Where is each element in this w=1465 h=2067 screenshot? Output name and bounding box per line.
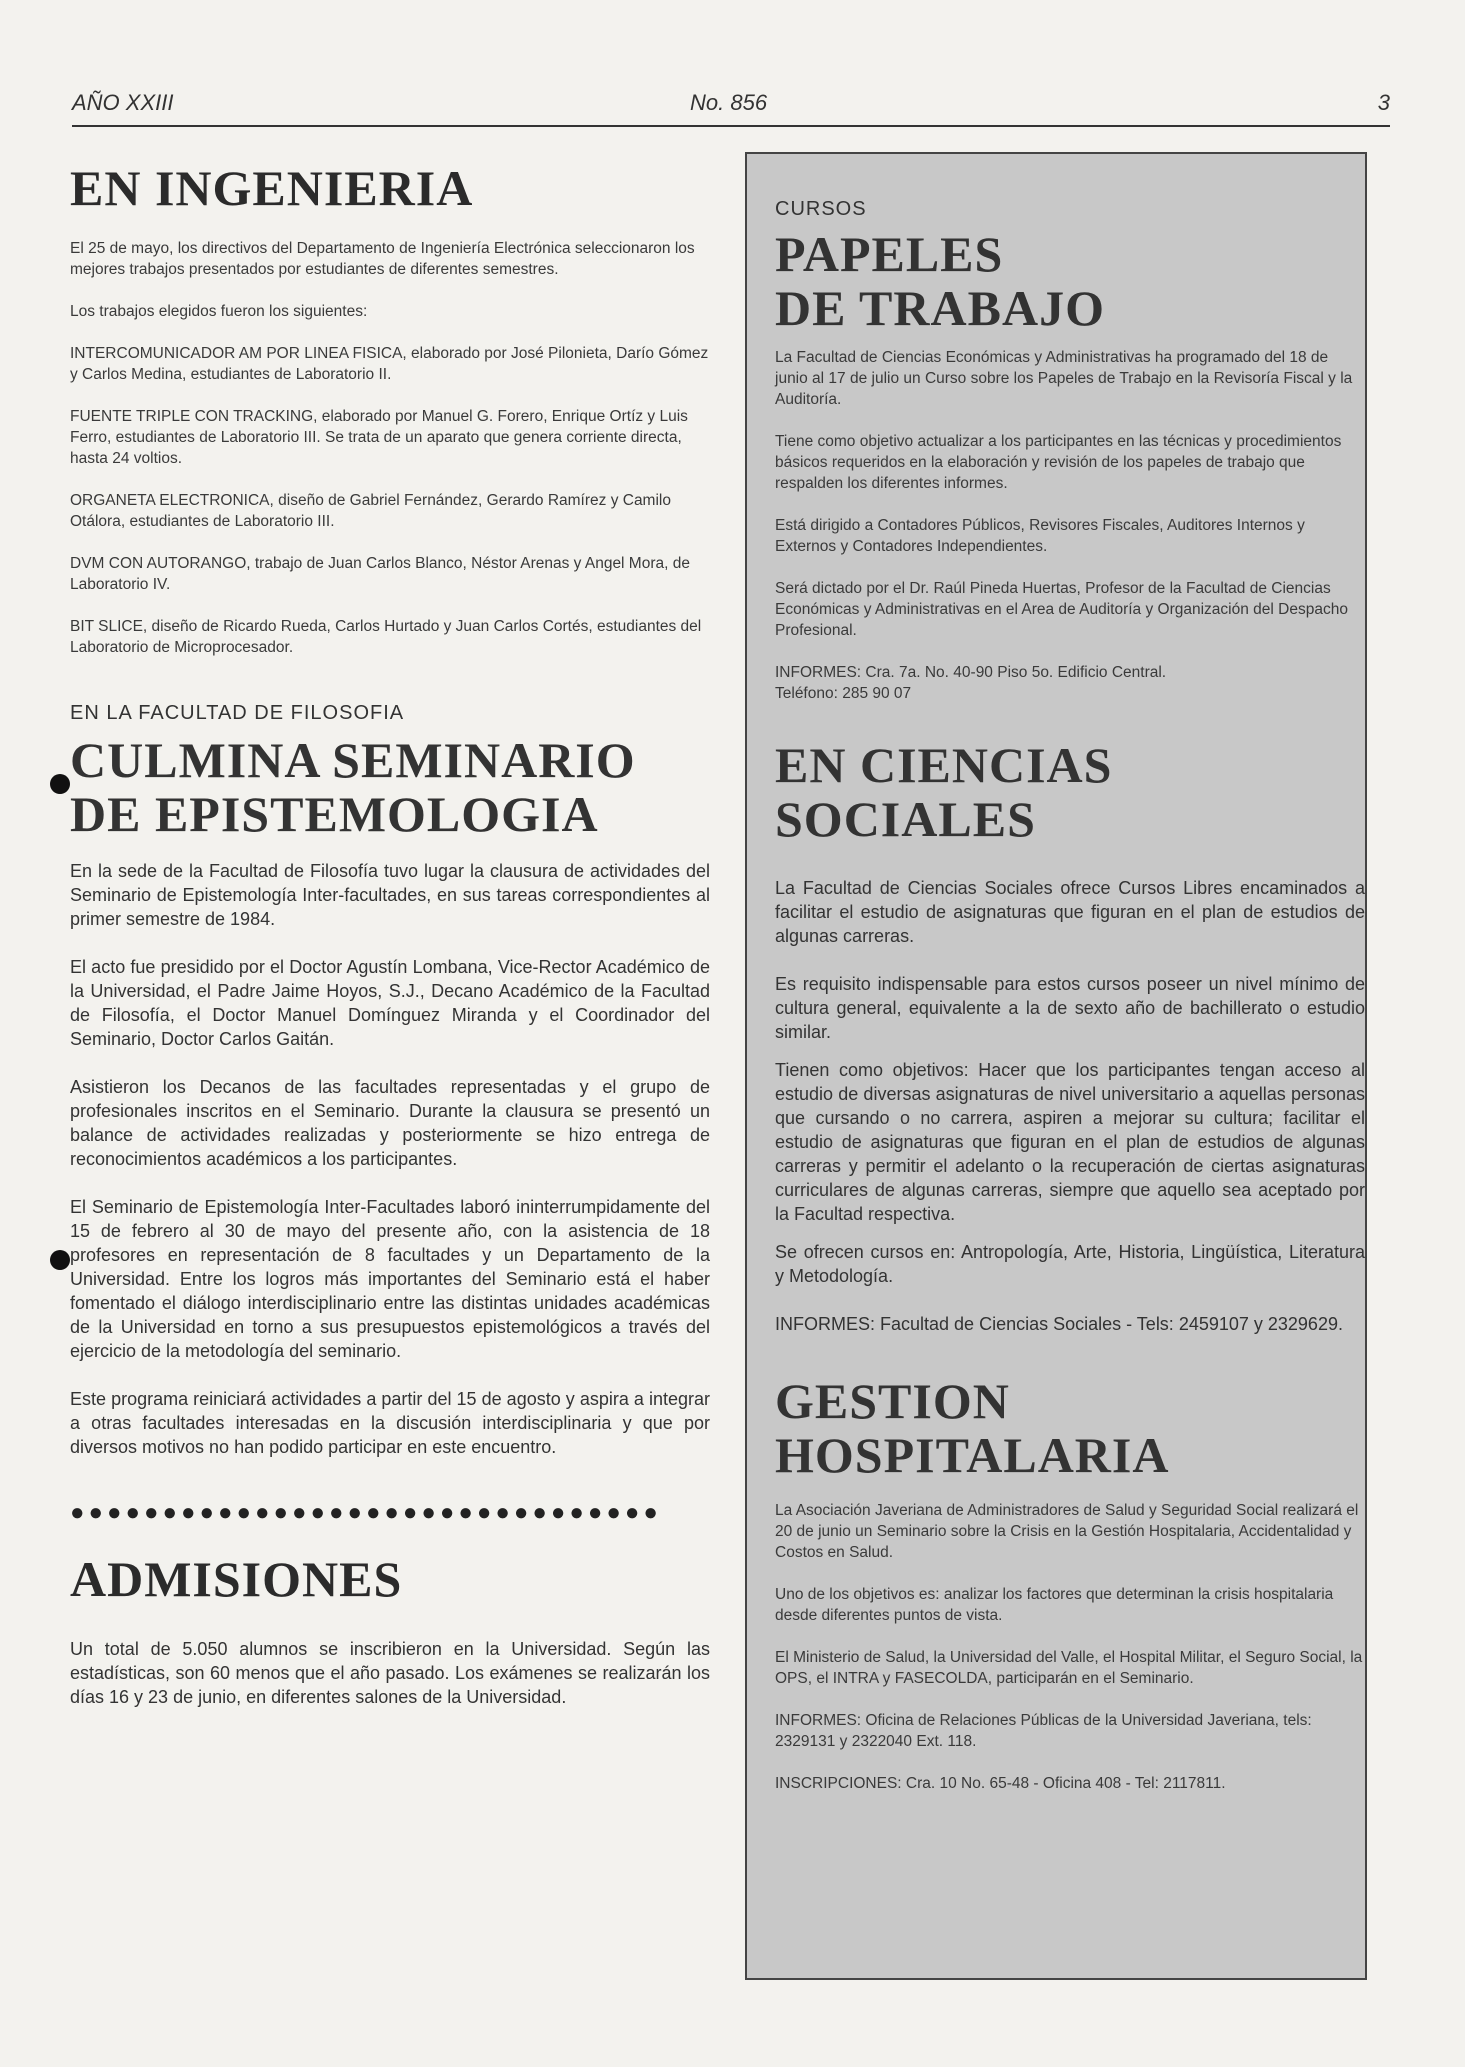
- ingenieria-article: [70, 160, 710, 658]
- punch-hole: [50, 774, 70, 794]
- sociales-paragraph: Es requisito indispensable para estos cursos poseer un nivel mínimo de cultura general, equivalente a la de sexto año de bachillerato o estudio similar.: [775, 974, 1365, 1042]
- filosofia-title-line2: DE EPISTEMOLOGIA: [70, 786, 599, 842]
- header-rule: [72, 125, 1390, 127]
- hospitalaria-inscripciones: INSCRIPCIONES: Cra. 10 No. 65-48 - Oficina 408 - Tel: 2117811.: [775, 1775, 1226, 1792]
- cursos-article: [775, 198, 1365, 704]
- sociales-informes: INFORMES: Facultad de Ciencias Sociales - Tels: 2459107 y 2329629.: [775, 1314, 1343, 1334]
- filosofia-paragraph: Asistieron los Decanos de las facultades representadas y el grupo de profesionales inscritos en el Seminario. Durante la clausura se presentó un balance de actividades realizadas y posteriormente se hizo entrega de reconocimientos académicos a los participantes.: [70, 1077, 710, 1169]
- filosofia-title-line1: CULMINA SEMINARIO: [70, 732, 636, 788]
- filosofia-paragraph: Este programa reiniciará actividades a partir del 15 de agosto y aspira a integrar a otras facultades interesadas en la discusión interdisciplinaria y que por diversos motivos no han podido participar en este encuentro.: [70, 1389, 710, 1457]
- filosofia-kicker: EN LA FACULTAD DE FILOSOFIA: [70, 702, 405, 724]
- page-header: [72, 86, 1390, 120]
- sociales-title-line2: SOCIALES: [775, 791, 1036, 847]
- hospitalaria-informes: INFORMES: Oficina de Relaciones Públicas de la Universidad Javeriana, tels: 2329131 y 2322040 Ext. 118.: [775, 1712, 1312, 1750]
- section-divider: ●●●●●●●●●●●●●●●●●●●●●●●●●●●●●●●●: [70, 1499, 662, 1526]
- hospitalaria-article: [775, 1374, 1365, 1794]
- admisiones-article: [70, 1551, 710, 1709]
- cursos-kicker: CURSOS: [775, 198, 867, 220]
- hospitalaria-title-line2: HOSPITALARIA: [775, 1427, 1170, 1483]
- ingenieria-item: INTERCOMUNICADOR AM POR LINEA FISICA, elaborado por José Pilonieta, Darío Gómez y Carlos Medina, estudiantes de Laboratorio II.: [70, 345, 709, 383]
- page-number: 3: [1377, 90, 1390, 115]
- cursos-informes: INFORMES: Cra. 7a. No. 40-90 Piso 5o. Edificio Central.: [775, 664, 1167, 681]
- admisiones-text: Un total de 5.050 alumnos se inscribieron en la Universidad. Según las estadísticas, son 60 menos que el año pasado. Los exámenes se realizarán los días 16 y 23 de junio, en diferentes salones de la Universidad.: [70, 1639, 710, 1707]
- ingenieria-item: FUENTE TRIPLE CON TRACKING, elaborado por Manuel G. Forero, Enrique Ortíz y Luis Ferro, estudiantes de Laboratorio III. Se trata de un aparato que genera corriente directa, hasta 24 voltios.: [70, 408, 688, 467]
- sociales-paragraph: La Facultad de Ciencias Sociales ofrece Cursos Libres encaminados a facilitar el estudio de asignaturas que figuran en el plan de estudios de algunas carreras.: [775, 878, 1365, 946]
- filosofia-article: [70, 702, 710, 1459]
- right-boxed-column: [745, 152, 1367, 1980]
- admisiones-title: ADMISIONES: [70, 1551, 403, 1607]
- cursos-paragraph: Tiene como objetivo actualizar a los participantes en las técnicas y procedimientos básicos requeridos en la elaboración y revisión de los papeles de trabajo que respalden los diferentes informes.: [775, 433, 1342, 492]
- issue-year: AÑO XXIII: [72, 90, 174, 115]
- cursos-paragraph: La Facultad de Ciencias Económicas y Administrativas ha programado del 18 de junio al 17 de julio un Curso sobre los Papeles de Trabajo en la Revisoría Fiscal y la Auditoría.: [775, 349, 1353, 408]
- punch-hole: [50, 1250, 70, 1270]
- cursos-title-line2: DE TRABAJO: [775, 280, 1105, 336]
- ingenieria-intro: El 25 de mayo, los directivos del Departamento de Ingeniería Electrónica seleccionaron los mejores trabajos presentados por estudiantes de diferentes semestres.: [70, 240, 695, 278]
- hospitalaria-title-line1: GESTION: [775, 1373, 1010, 1429]
- filosofia-paragraph: En la sede de la Facultad de Filosofía tuvo lugar la clausura de actividades del Seminario de Epistemología Inter-facultades, en sus tareas correspondientes al primer semestre de 1984.: [70, 861, 710, 929]
- filosofia-paragraph: El Seminario de Epistemología Inter-Facultades laboró ininterrumpidamente del 15 de febrero al 30 de mayo del presente año, con la asistencia de 18 profesores en representación de 8 facultades y un Departamento de la Universidad. Entre los logros más importantes del Seminario está el haber fomentado el diálogo interdisciplinario entre las distintas unidades académicas de la Universidad en torno a sus presupuestos epistemológicos a través del ejercicio de la metodología del seminario.: [70, 1197, 710, 1361]
- hospitalaria-paragraph: La Asociación Javeriana de Administradores de Salud y Seguridad Social realizará el 20 de junio un Seminario sobre la Crisis en la Gestión Hospitalaria, Accidentalidad y Costos en Salud.: [775, 1502, 1359, 1561]
- cursos-paragraph: Será dictado por el Dr. Raúl Pineda Huertas, Profesor de la Facultad de Ciencias Económicas y Administrativas en el Area de Auditoría y Organización del Despacho Profesional.: [775, 580, 1348, 639]
- left-column: [70, 160, 710, 1709]
- sociales-title-line1: EN CIENCIAS: [775, 737, 1113, 793]
- hospitalaria-paragraph: Uno de los objetivos es: analizar los factores que determinan la crisis hospitalaria desde diferentes puntos de vista.: [775, 1586, 1334, 1624]
- cursos-telefono: Teléfono: 285 90 07: [775, 685, 912, 702]
- sociales-paragraph: Tienen como objetivos: Hacer que los participantes tengan acceso al estudio de diversas asignaturas de nivel universitario a aquellas personas que cursando o no carrera, aspiren a mejorar su cultura; facilitar el estudio de asignaturas que figuran en el plan de estudios de algunas carreras y permitir el adelanto o la recuperación de ciertas asignaturas curriculares de algunas carreras, siempre que aquello sea aceptado por la Facultad respectiva.: [775, 1060, 1365, 1224]
- cursos-title-line1: PAPELES: [775, 226, 1004, 282]
- cursos-paragraph: Está dirigido a Contadores Públicos, Revisores Fiscales, Auditores Internos y Externos y Contadores Independientes.: [775, 517, 1305, 555]
- hospitalaria-paragraph: El Ministerio de Salud, la Universidad del Valle, el Hospital Militar, el Seguro Social, la OPS, el INTRA y FASECOLDA, participarán en el Seminario.: [775, 1649, 1363, 1687]
- ingenieria-item: DVM CON AUTORANGO, trabajo de Juan Carlos Blanco, Néstor Arenas y Angel Mora, de Laboratorio IV.: [70, 555, 690, 593]
- ingenieria-title: EN INGENIERIA: [70, 160, 474, 216]
- ingenieria-item: BIT SLICE, diseño de Ricardo Rueda, Carlos Hurtado y Juan Carlos Cortés, estudiantes del Laboratorio de Microprocesador.: [70, 618, 702, 656]
- filosofia-paragraph: El acto fue presidido por el Doctor Agustín Lombana, Vice-Rector Académico de la Universidad, el Padre Jaime Hoyos, S.J., Decano Académico de la Facultad de Filosofía, el Doctor Manuel Domínguez Miranda y el Coordinador del Seminario, Doctor Carlos Gaitán.: [70, 957, 710, 1049]
- ingenieria-item: ORGANETA ELECTRONICA, diseño de Gabriel Fernández, Gerardo Ramírez y Camilo Otálora, estudiantes de Laboratorio III.: [70, 492, 671, 530]
- sociales-article: [775, 738, 1365, 1336]
- issue-number: No. 856: [690, 90, 768, 115]
- ingenieria-lead: Los trabajos elegidos fueron los siguientes:: [70, 303, 368, 320]
- sociales-paragraph: Se ofrecen cursos en: Antropología, Arte, Historia, Lingüística, Literatura y Metodología.: [775, 1242, 1365, 1286]
